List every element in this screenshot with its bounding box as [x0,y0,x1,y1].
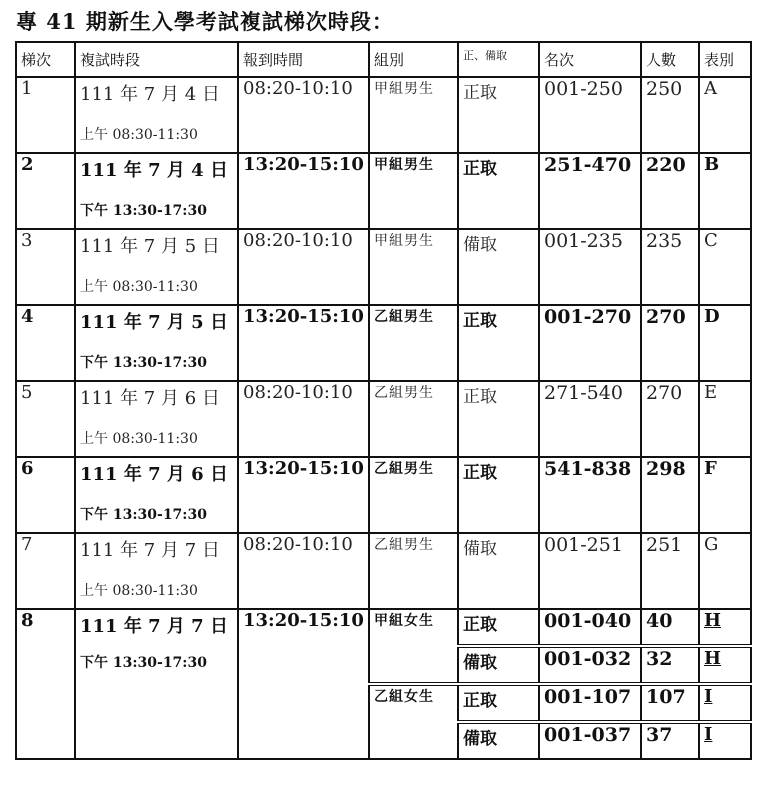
header-form: 表別 [699,42,751,77]
date-text: 111 年 7 月 6 日 [80,388,220,409]
count-cell: 250 [641,77,699,153]
date-text: 111 年 7 月 7 日 [80,540,220,561]
batch-cell: 5 [16,381,75,457]
count-cell: 235 [641,229,699,305]
schedule-table [15,41,752,760]
status-cell: 正取 [458,381,539,457]
rank-cell: 001-250 [539,77,641,153]
period-text: 下午 13:30-17:30 [80,507,207,523]
checkin-cell: 13:20-15:10 [238,457,369,533]
exam-period-cell [75,381,238,457]
table-row [16,457,751,533]
status-cell: 備取 [458,646,539,684]
checkin-cell: 08:20-10:10 [238,533,369,609]
period-text: 下午 13:30-17:30 [80,203,207,219]
period-text: 上午 08:30-11:30 [80,279,198,295]
date-text: 111 年 7 月 4 日 [80,160,228,181]
form-cell: I [699,722,751,759]
status-cell: 正取 [458,609,539,646]
group-cell: 乙組男生 [369,381,458,457]
checkin-cell: 08:20-10:10 [238,381,369,457]
batch-cell: 8 [16,609,75,759]
rank-cell: 001-037 [539,722,641,759]
form-cell: I [699,684,751,722]
header-status: 正、備取 [458,42,539,77]
date-text: 111 年 7 月 4 日 [80,84,220,105]
header-checkin-time: 報到時間 [238,42,369,77]
form-cell: A [699,77,751,153]
count-cell: 270 [641,305,699,381]
exam-period-cell [75,533,238,609]
checkin-cell: 13:20-15:10 [238,153,369,229]
exam-period-cell [75,229,238,305]
rank-cell: 001-032 [539,646,641,684]
group-cell: 甲組女生 [369,609,458,684]
header-batch: 梯次 [16,42,75,77]
count-cell: 251 [641,533,699,609]
table-row [16,533,751,609]
date-text: 111 年 7 月 7 日 [80,616,228,637]
table-row [16,609,751,646]
batch-cell: 7 [16,533,75,609]
group-cell: 乙組女生 [369,684,458,759]
rank-cell: 001-107 [539,684,641,722]
batch-cell: 6 [16,457,75,533]
table-row [16,77,751,153]
batch-cell: 2 [16,153,75,229]
period-text: 上午 08:30-11:30 [80,127,198,143]
group-cell: 甲組男生 [369,77,458,153]
status-cell: 備取 [458,722,539,759]
exam-period-cell [75,305,238,381]
rank-cell: 001-251 [539,533,641,609]
header-exam-period: 複試時段 [75,42,238,77]
status-cell: 正取 [458,305,539,381]
table-row [16,305,751,381]
status-cell: 正取 [458,153,539,229]
table-row [16,153,751,229]
form-cell: C [699,229,751,305]
group-cell: 乙組男生 [369,533,458,609]
header-count: 人數 [641,42,699,77]
form-cell: D [699,305,751,381]
exam-period-cell [75,609,238,759]
checkin-cell: 13:20-15:10 [238,609,369,759]
rank-cell: 271-540 [539,381,641,457]
rank-cell: 001-040 [539,609,641,646]
date-text: 111 年 7 月 6 日 [80,464,228,485]
date-text: 111 年 7 月 5 日 [80,236,220,257]
period-text: 上午 08:30-11:30 [80,431,198,447]
group-cell: 甲組男生 [369,229,458,305]
form-cell: E [699,381,751,457]
page-title: 專 41 期新生入學考試複試梯次時段： [16,9,394,34]
period-text: 下午 13:30-17:30 [80,655,207,671]
form-cell: G [699,533,751,609]
rank-cell: 001-270 [539,305,641,381]
count-cell: 298 [641,457,699,533]
count-cell: 220 [641,153,699,229]
status-cell: 正取 [458,457,539,533]
date-text: 111 年 7 月 5 日 [80,312,228,333]
status-cell: 正取 [458,684,539,722]
exam-period-cell [75,77,238,153]
batch-cell: 4 [16,305,75,381]
batch-cell: 1 [16,77,75,153]
table-row [16,229,751,305]
form-cell: H [699,609,751,646]
checkin-cell: 08:20-10:10 [238,77,369,153]
status-cell: 正取 [458,77,539,153]
group-cell: 甲組男生 [369,153,458,229]
period-text: 下午 13:30-17:30 [80,355,207,371]
checkin-cell: 08:20-10:10 [238,229,369,305]
exam-period-cell [75,153,238,229]
rank-cell: 001-235 [539,229,641,305]
period-text: 上午 08:30-11:30 [80,583,198,599]
header-group: 組別 [369,42,458,77]
header-rank: 名次 [539,42,641,77]
form-cell: F [699,457,751,533]
rank-cell: 541-838 [539,457,641,533]
count-cell: 270 [641,381,699,457]
group-cell: 乙組男生 [369,457,458,533]
exam-period-cell [75,457,238,533]
count-cell: 32 [641,646,699,684]
form-cell: H [699,646,751,684]
form-cell: B [699,153,751,229]
count-cell: 40 [641,609,699,646]
header-row [16,42,751,77]
checkin-cell: 13:20-15:10 [238,305,369,381]
batch-cell: 3 [16,229,75,305]
count-cell: 37 [641,722,699,759]
group-cell: 乙組男生 [369,305,458,381]
status-cell: 備取 [458,533,539,609]
count-cell: 107 [641,684,699,722]
status-cell: 備取 [458,229,539,305]
rank-cell: 251-470 [539,153,641,229]
table-row [16,381,751,457]
